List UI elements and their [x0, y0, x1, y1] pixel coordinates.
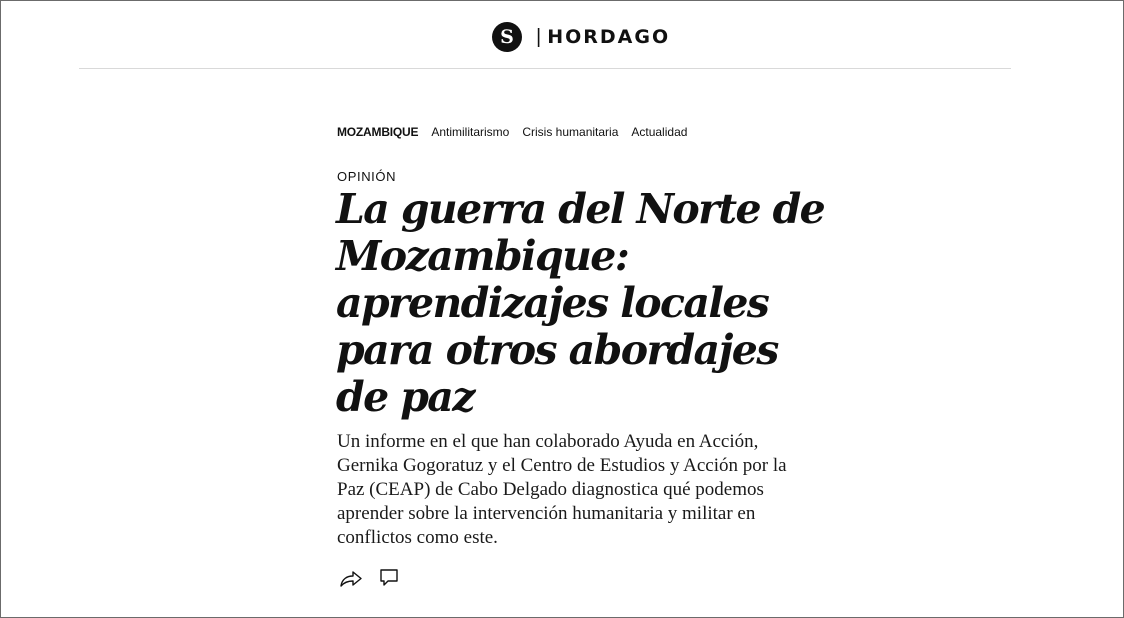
brand-separator: | [536, 26, 542, 48]
comment-icon [379, 568, 399, 588]
comment-button[interactable] [377, 567, 401, 589]
article-actions [339, 567, 401, 589]
site-header [79, 1, 1011, 69]
article-tags [337, 125, 700, 139]
site-name: HORDAGO [547, 25, 671, 48]
article-summary: Un informe en el que han colaborado Ayuda en Acción, Gernika Gogoratuz y el Centro de Estudios y Acción por la Paz (CEAP) de Cabo Delgado diagnostica qué podemos aprender sobre la intervención humanitaria y militar en conflictos como este. [337, 431, 787, 548]
article-headline: La guerra del Norte de Mozambique: aprendizajes locales para otros abordajes de paz [336, 185, 825, 421]
tag-actualidad[interactable]: Actualidad [631, 125, 688, 139]
site-logo: S [492, 22, 522, 52]
article-kicker: OPINIÓN [337, 169, 397, 184]
tag-crisis-humanitaria[interactable]: Crisis humanitaria [522, 125, 619, 139]
tag-antimilitarismo[interactable]: Antimilitarismo [431, 125, 510, 139]
site-brand-link[interactable] [492, 22, 670, 52]
share-button[interactable] [339, 567, 363, 589]
share-icon [339, 568, 363, 588]
tag-mozambique[interactable]: MOZAMBIQUE [337, 125, 419, 139]
